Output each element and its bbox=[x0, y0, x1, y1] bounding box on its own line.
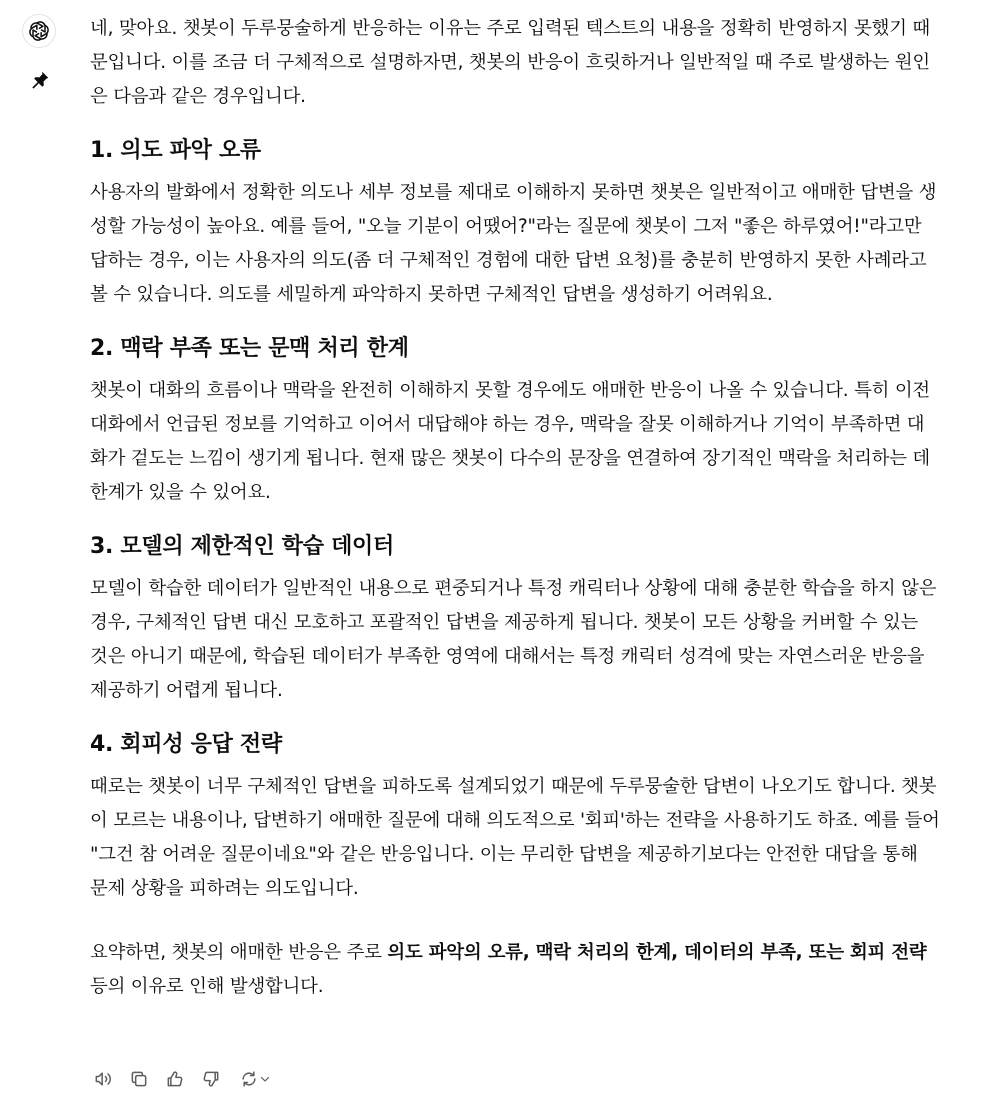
section-heading-1: 1. 의도 파악 오류 bbox=[90, 138, 261, 163]
section-body-2: 챗봇이 대화의 흐름이나 맥락을 완전히 이해하지 못할 경우에도 애매한 반응이 나올 수 있습니다. 특히 이전 대화에서 언급된 정보를 기억하고 이어서 대답해야 하는 경우, 맥락을 잘못 이해하거나 기억이 부족하면 대화가 겉도는 느낌이 생기게 됩니다. 현재 많은 챗봇이 다수의 문장을 연결하여 장기적인 맥락을 처리하는 데 한계가 있을 수 있어요. bbox=[90, 380, 930, 503]
copy-icon bbox=[129, 1069, 149, 1089]
message-summary bbox=[90, 936, 940, 1004]
section-heading-3: 3. 모델의 제한적인 학습 데이터 bbox=[90, 534, 394, 559]
pin-icon bbox=[30, 70, 50, 90]
regenerate-icon bbox=[239, 1069, 259, 1089]
message-actions bbox=[90, 1066, 276, 1092]
openai-logo-icon bbox=[27, 19, 51, 43]
section-body-1: 사용자의 발화에서 정확한 의도나 세부 정보를 제대로 이해하지 못하면 챗봇은 일반적이고 애매한 답변을 생성할 가능성이 높아요. 예를 들어, "오늘 기분이 어땠어?"라는 질문에 챗봇이 그저 "좋은 하루였어!"라고만 답하는 경우, 이는 사용자의 의도(좀 더 구체적인 경험에 대한 답변 요청)를 충분히 반영하지 못한 사례라고 볼 수 있습니다. 의도를 세밀하게 파악하지 못하면 구체적인 답변을 생성하기 어려워요. bbox=[90, 182, 937, 305]
read-aloud-button[interactable] bbox=[90, 1066, 116, 1092]
pin-button[interactable] bbox=[30, 70, 50, 90]
assistant-avatar bbox=[22, 14, 56, 48]
copy-button[interactable] bbox=[126, 1066, 152, 1092]
read-aloud-icon bbox=[93, 1069, 113, 1089]
summary-suffix: 등의 이유로 인해 발생합니다. bbox=[90, 976, 324, 997]
thumbs-up-button[interactable] bbox=[162, 1066, 188, 1092]
section-heading-4: 4. 회피성 응답 전략 bbox=[90, 732, 282, 757]
section-body-4: 때로는 챗봇이 너무 구체적인 답변을 피하도록 설계되었기 때문에 두루뭉술한 답변이 나오기도 합니다. 챗봇이 모르는 내용이나, 답변하기 애매한 질문에 대해 의도적으로 '회피'하는 전략을 사용하기도 하죠. 예를 들어 "그건 참 어려운 질문이네요"와 같은 반응입니다. 이는 무리한 답변을 제공하기보다는 안전한 대답을 통해 문제 상황을 피하려는 의도입니다. bbox=[90, 776, 940, 899]
message-intro: 네, 맞아요. 챗봇이 두루뭉술하게 반응하는 이유는 주로 입력된 텍스트의 내용을 정확히 반영하지 못했기 때문입니다. 이를 조금 더 구체적으로 설명하자면, 챗봇의 반응이 흐릿하거나 일반적일 때 주로 발생하는 원인은 다음과 같은 경우입니다. bbox=[90, 18, 930, 107]
section-heading-2: 2. 맥락 부족 또는 문맥 처리 한계 bbox=[90, 336, 409, 361]
thumbs-down-icon bbox=[201, 1069, 221, 1089]
thumbs-up-icon bbox=[165, 1069, 185, 1089]
message-gutter bbox=[22, 14, 58, 90]
regenerate-button[interactable] bbox=[234, 1066, 276, 1092]
thumbs-down-button[interactable] bbox=[198, 1066, 224, 1092]
summary-bold: 의도 파악의 오류, 맥락 처리의 한계, 데이터의 부족, 또는 회피 전략 bbox=[387, 942, 927, 963]
section-body-3: 모델이 학습한 데이터가 일반적인 내용으로 편중되거나 특정 캐릭터나 상황에 대해 충분한 학습을 하지 않은 경우, 구체적인 답변 대신 모호하고 포괄적인 답변을 제공하게 됩니다. 챗봇이 모든 상황을 커버할 수 있는 것은 아니기 때문에, 학습된 데이터가 부족한 영역에 대해서는 특정 캐릭터 성격에 맞는 자연스러운 반응을 제공하기 어렵게 됩니다. bbox=[90, 578, 937, 701]
summary-prefix: 요약하면, 챗봇의 애매한 반응은 주로 bbox=[90, 942, 388, 963]
chevron-down-icon bbox=[259, 1073, 271, 1085]
assistant-message bbox=[90, 12, 940, 1004]
